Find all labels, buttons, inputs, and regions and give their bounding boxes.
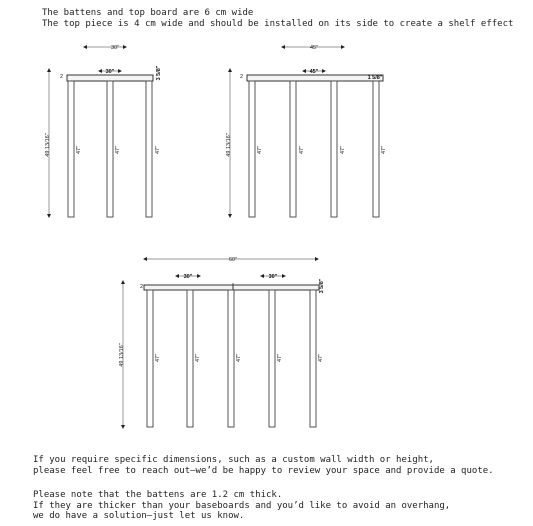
height-label: 49 13/16" [119, 343, 125, 367]
batten [249, 81, 255, 217]
board-width-label: 30" [105, 69, 115, 75]
header-line-1: The battens and top board are 6 cm wide [42, 8, 254, 18]
batten [269, 290, 275, 427]
batten-length-label: 47" [318, 353, 324, 363]
diagram-30in [45, 45, 162, 217]
footer-line-3: Please note that the battens are 1.2 cm thick. [33, 490, 283, 500]
batten-length-label: 47" [277, 353, 283, 363]
batten-length-label: 47" [155, 353, 161, 363]
batten-length-label: 47" [115, 145, 121, 155]
height-label: 49 13/16" [226, 133, 232, 157]
top-board [67, 75, 153, 81]
batten [228, 290, 234, 427]
side-dimension-label: 2 [240, 74, 244, 80]
top-board [247, 75, 383, 81]
batten-length-label: 47" [257, 145, 263, 155]
board-width-label: 45" [309, 69, 319, 75]
batten-length-label: 47" [155, 145, 161, 155]
top-board [144, 285, 233, 290]
footer-notes-thickness [33, 490, 450, 522]
top-board [233, 285, 319, 290]
batten [373, 81, 379, 217]
batten-length-label: 47" [340, 145, 346, 155]
top-thickness-label: 3 5/8" [156, 65, 162, 81]
batten [107, 81, 113, 217]
batten-length-label: 47" [381, 145, 387, 155]
overall-width-label: 45" [309, 45, 319, 51]
footer-line-2: please feel free to reach out—we’d be happy to review your space and provide a quote. [33, 465, 494, 476]
top-thickness-label: 3 5/8" [319, 278, 325, 294]
diagram-45in [226, 45, 387, 217]
batten [146, 81, 152, 217]
batten [68, 81, 74, 217]
top-thickness-label: 1 5/8" [367, 75, 383, 81]
footer-line-1: If you require specific dimensions, such as a custom wall width or height, [33, 455, 434, 465]
height-label: 49 13/16" [45, 133, 51, 157]
batten [310, 290, 316, 427]
batten-length-label: 47" [299, 145, 305, 155]
side-dimension-label: 2 [140, 284, 144, 290]
batten [331, 81, 337, 217]
batten [187, 290, 193, 427]
overall-width-label: 30" [110, 45, 120, 51]
batten [290, 81, 296, 217]
batten-length-label: 47" [236, 353, 242, 363]
header-line-2: The top piece is 4 cm wide and should be installed on its side to create a shelf effect [42, 18, 514, 29]
batten-length-label: 47" [195, 353, 201, 363]
board-width-label: 30" [183, 274, 193, 280]
footer-line-5: we do have a solution—just let us know. [33, 511, 245, 521]
footer-notes-custom [33, 455, 494, 476]
side-dimension-label: 2 [60, 74, 64, 80]
batten-length-label: 47" [76, 145, 82, 155]
diagram-60in [119, 257, 325, 427]
board-width-label: 30" [268, 274, 278, 280]
overall-width-label: 60" [228, 257, 238, 263]
batten [147, 290, 153, 427]
footer-line-4: If they are thicker than your baseboards and you’d like to avoid an overhang, [33, 500, 451, 511]
